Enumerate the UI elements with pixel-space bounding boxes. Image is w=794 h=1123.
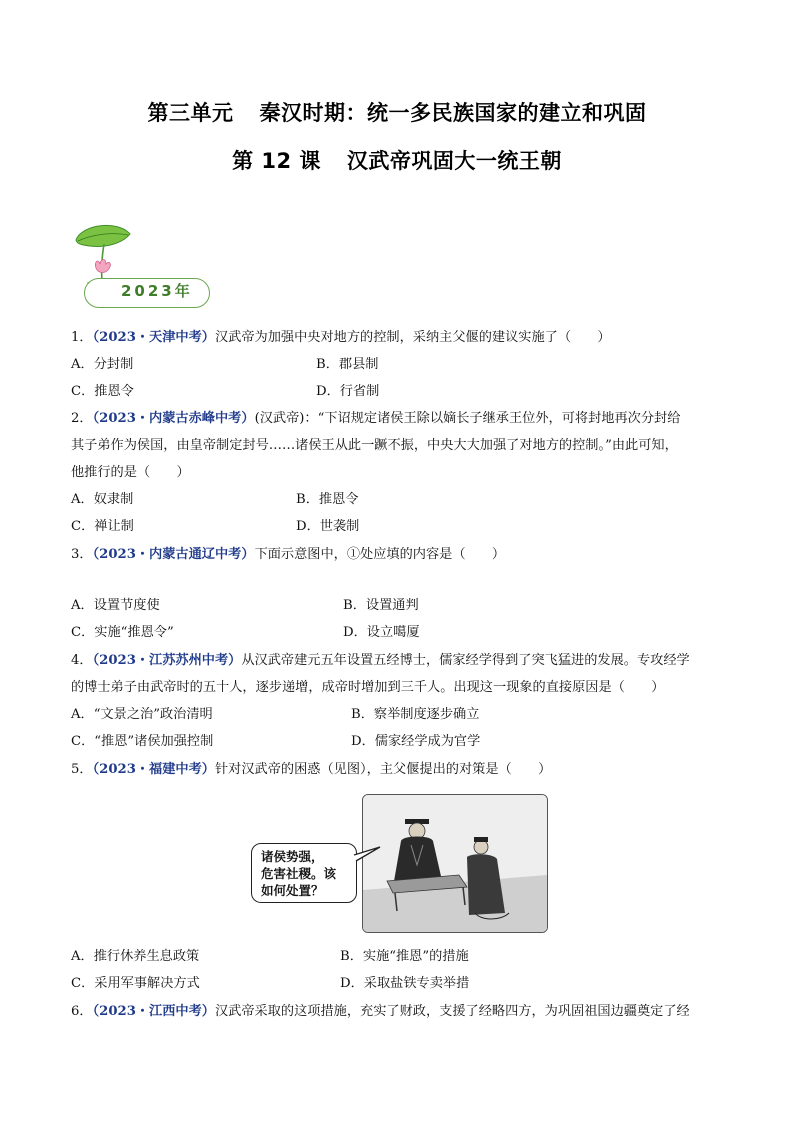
q3-option-a[interactable]: A．设置节度使	[71, 598, 160, 613]
q2-option-b[interactable]: B．推恩令	[296, 492, 359, 507]
speech-bubble	[251, 843, 357, 903]
unit-title	[0, 97, 794, 127]
q2-option-a[interactable]: A．奴隶制	[71, 492, 134, 507]
q2-option-c[interactable]: C．禅让制	[71, 519, 134, 534]
emperor-illustration	[362, 794, 548, 933]
q3-option-d[interactable]: D．设立噶厦	[343, 625, 420, 640]
question-6-stem: 6．（2023・江西中考）汉武帝采取的这项措施，充实了财政，支援了经略四方，为巩固祖国边疆奠定了经	[71, 1004, 690, 1019]
q4-option-d[interactable]: D．儒家经学成为官学	[351, 734, 481, 749]
question-4-stem-line-2: 的博士弟子由武帝时的五十人，逐步递增，成帝时增加到三千人。出现这一现象的直接原因是（ ）	[71, 680, 665, 695]
q1-option-c[interactable]: C．推恩令	[71, 384, 134, 399]
q4-option-a[interactable]: A．“文景之治”政治清明	[71, 707, 213, 722]
unit-title-part-b: 秦汉时期：统一多民族国家的建立和巩固	[259, 101, 647, 125]
question-1-stem: 1．（2023・天津中考）汉武帝为加强中央对地方的控制，采纳主父偃的建议实施了（ ）	[71, 330, 611, 345]
question-source: （2023・福建中考）	[92, 762, 215, 777]
q3-option-c[interactable]: C．实施“推恩令”	[71, 625, 174, 640]
question-3-stem: 3．（2023・内蒙古通辽中考）下面示意图中，①处应填的内容是（ ）	[71, 547, 506, 562]
q2-option-d[interactable]: D．世袭制	[296, 519, 360, 534]
q5-option-b[interactable]: B．实施“推恩”的措施	[340, 949, 469, 964]
lesson-title-part-a: 第 12 课	[232, 149, 321, 173]
lesson-title	[0, 145, 794, 175]
question-4-stem: 4．（2023・江苏苏州中考）从汉武帝建元五年设置五经博士，儒家经学得到了突飞猛进的发展。专攻经学	[71, 653, 690, 668]
question-5-stem: 5．（2023・福建中考）针对汉武帝的困惑（见图），主父偃提出的对策是（ ）	[71, 762, 552, 777]
q5-option-a[interactable]: A．推行休养生息政策	[71, 949, 200, 964]
year-label: 2023年	[121, 282, 193, 300]
q4-option-b[interactable]: B．察举制度逐步确立	[351, 707, 480, 722]
question-source: （2023・天津中考）	[92, 330, 215, 345]
q4-option-c[interactable]: C．“推恩”诸侯加强控制	[71, 734, 214, 749]
speech-text: 诸侯势强， 危害社稷。该 如何处置？	[261, 849, 337, 898]
unit-title-part-a: 第三单元	[147, 101, 234, 125]
q1-option-b[interactable]: B．郡县制	[316, 357, 379, 372]
year-pill	[84, 278, 210, 308]
question-source: （2023・内蒙古通辽中考）	[92, 547, 255, 562]
question-2-stem-line-3: 他推行的是（ ）	[71, 465, 190, 480]
question-source: （2023・内蒙古赤峰中考）	[92, 411, 255, 426]
q3-option-b[interactable]: B．设置通判	[343, 598, 419, 613]
q5-option-c[interactable]: C．采用军事解决方式	[71, 976, 200, 991]
speech-tail-icon	[352, 845, 382, 865]
question-source: （2023・江西中考）	[92, 1004, 215, 1019]
question-2-stem-line-2: 其子弟作为侯国，由皇帝制定封号……诸侯王从此一蹶不振，中央大大加强了对地方的控制。”由此可知，	[71, 438, 678, 453]
q1-option-a[interactable]: A．分封制	[71, 357, 134, 372]
lesson-title-part-b: 汉武帝巩固大一统王朝	[346, 149, 562, 173]
q5-option-d[interactable]: D．采取盐铁专卖举措	[340, 976, 470, 991]
question-source: （2023・江苏苏州中考）	[92, 653, 242, 668]
question-2-stem: 2．（2023・内蒙古赤峰中考）(汉武帝)：“下诏规定诸侯王除以嫡长子继承王位外，可将封地再次分封给	[71, 411, 681, 426]
q1-option-d[interactable]: D．行省制	[316, 384, 380, 399]
year-badge	[68, 222, 218, 312]
emperor-and-minister-image	[363, 795, 547, 932]
